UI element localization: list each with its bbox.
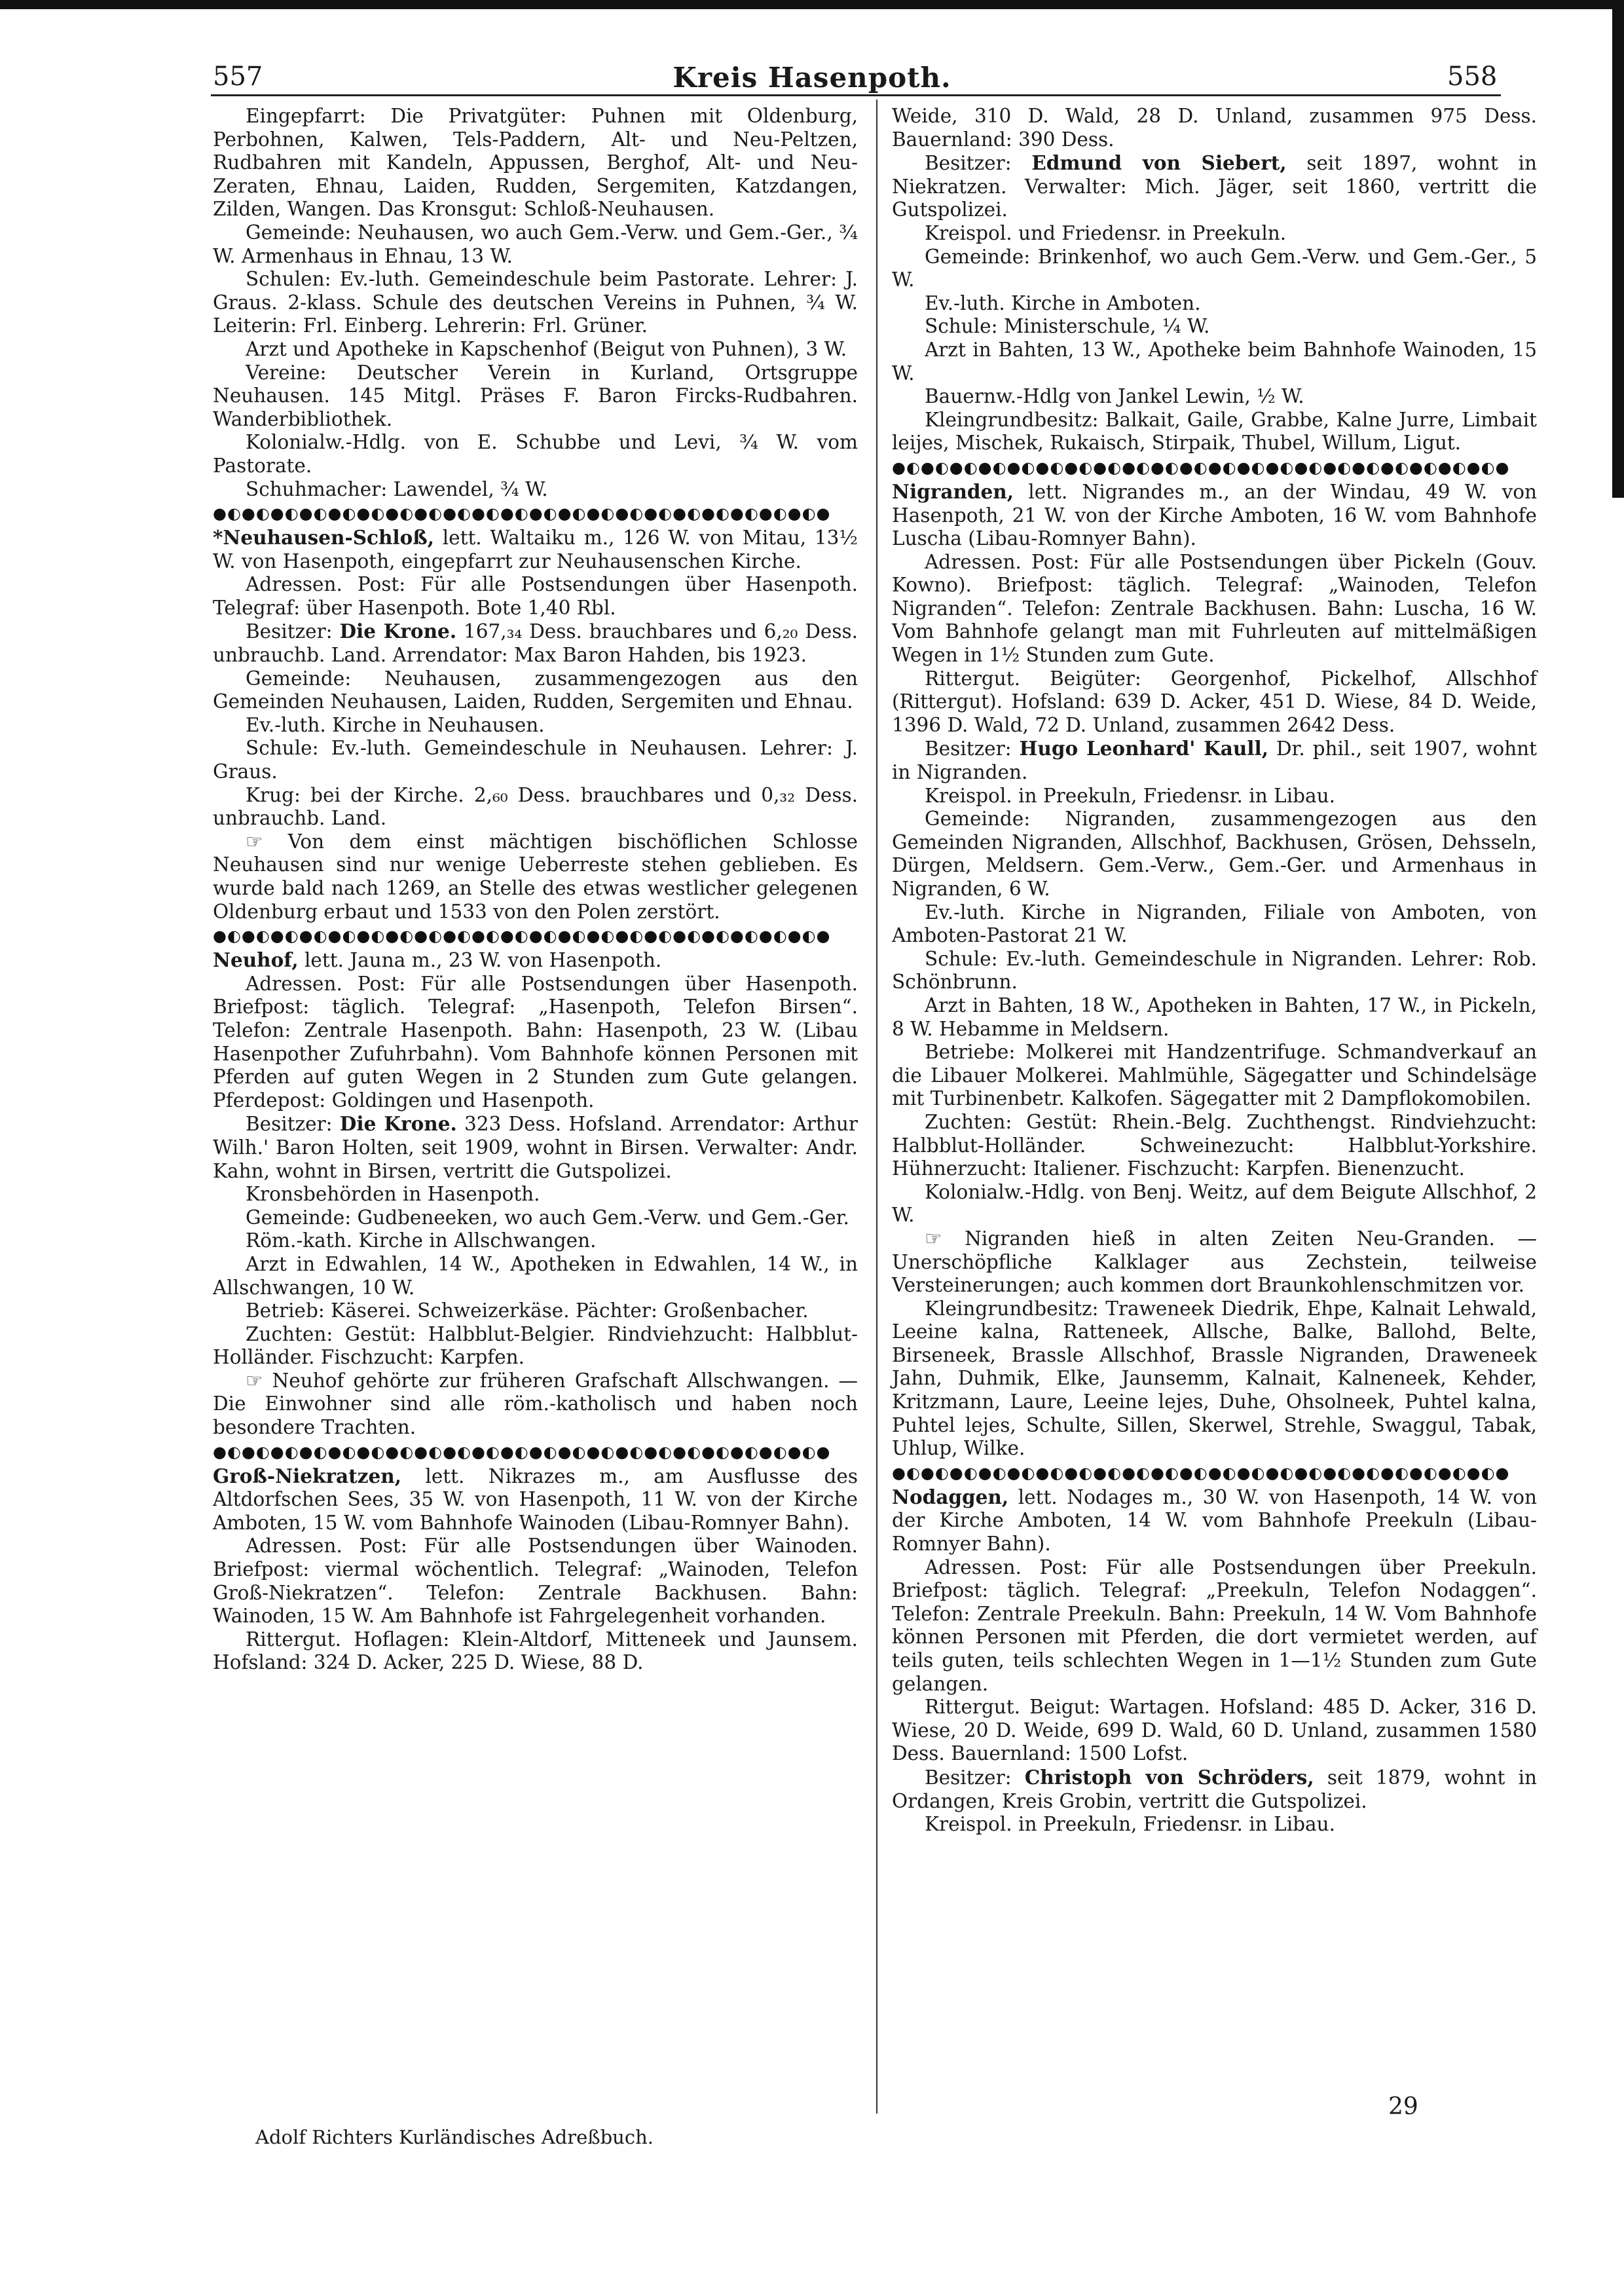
owner-paragraph (892, 737, 1537, 784)
owner-paragraph (213, 620, 858, 667)
paragraph: Gemeinde: Gudbeneeken, wo auch Gem.-Verw. und Gem.-Ger. (246, 1206, 849, 1229)
paragraph: Kleingrundbesitz: Balkait, Gaile, Grabbe, Kalne Jurre, Limbait leijes, Mischek, Rukaisch, Stirpaik, Thubel, Willum, Ligut. (892, 408, 1537, 455)
paragraph: Rittergut. Hoflagen: Klein-Altdorf, Mitteneek und Jaunsem. Hofsland: 324 D. Acker, 225 D. Wiese, 88 D. (213, 1628, 858, 1674)
estate-name: Neuhof, (213, 948, 299, 972)
paragraph: Kreispol. in Preekuln, Friedensr. in Libau. (925, 1813, 1335, 1836)
paragraph: Betrieb: Käserei. Schweizerkäse. Pächter: Großenbacher. (246, 1299, 809, 1322)
paragraph: Arzt in Bahten, 18 W., Apotheken in Bahten, 17 W., in Pickeln, 8 W. Hebamme in Meldsern. (892, 994, 1537, 1040)
owner-label: Besitzer: (246, 620, 340, 643)
paragraph: Kreispol. und Friedensr. in Preekuln. (925, 221, 1287, 244)
right-column (892, 105, 1537, 1837)
ornament-separator: ●◐●◐●◐●◐●◐●◐●◐●◐●◐●◐●◐●◐●◐●◐●◐●◐●◐●◐●◐●◐●◐● (892, 458, 1510, 477)
page-number-left: 557 (213, 62, 263, 92)
estate-name: Nigranden, (892, 479, 1014, 503)
paragraph: Bauernw.-Hdlg von Jankel Lewin, ½ W. (925, 385, 1304, 408)
running-title: Kreis Hasenpoth. (673, 62, 951, 94)
paragraph: Eingepfarrt: Die Privatgüter: Puhnen mit Oldenburg, Perbohnen, Kalwen, Tels-Paddern, Alt- und Neu-Peltzen, Rudbahren mit Kandeln, Appussen, Berghof, Alt- und Neu-Zeraten, Ehnau, Laiden, Rudden, Sergemiten, Katzdangen, Zilden, Wangen. Das Kronsgut: Schloß-Neuhausen. (213, 105, 858, 221)
paragraph: Arzt in Edwahlen, 14 W., Apotheken in Edwahlen, 14 W., in Allschwangen, 10 W. (213, 1252, 858, 1299)
entry-heading (892, 1485, 1537, 1556)
paragraph: Vereine: Deutscher Verein in Kurland, Ortsgruppe Neuhausen. 145 Mitgl. Präses F. Baron Fircks-Rudbahren. Wanderbibliothek. (213, 361, 858, 430)
paragraph: Kolonialw.-Hdlg. von Benj. Weitz, auf dem Beigute Allschhof, 2 W. (892, 1180, 1537, 1227)
owner-paragraph (892, 151, 1537, 222)
owner-name: Die Krone. (339, 620, 457, 643)
owner-details: 167,₃₄ Dess. brauchbares und 6,₂₀ Dess. unbrauchb. Land. Arrendator: Max Baron Hahden, bis 1923. (213, 620, 858, 667)
paragraph: Ev.-luth. Kirche in Nigranden, Filiale von Amboten, von Amboten-Pastorat 21 W. (892, 901, 1537, 947)
paragraph: Kronsbehörden in Hasenpoth. (246, 1183, 540, 1206)
history-note: ☞ Neuhof gehörte zur früheren Grafschaft Allschwangen. — Die Einwohner sind alle röm.-katholisch und haben noch besondere Trachten. (213, 1369, 858, 1439)
paragraph: Gemeinde: Brinkenhof, wo auch Gem.-Verw. und Gem.-Ger., 5 W. (892, 245, 1537, 291)
owner-details: Dr. phil., seit 1907, wohnt in Nigranden. (892, 737, 1537, 784)
owner-name: Christoph von Schröders, (1024, 1765, 1314, 1789)
paragraph: Weide, 310 D. Wald, 28 D. Unland, zusammen 975 Dess. Bauernland: 390 Dess. (892, 105, 1537, 151)
paragraph: Schulen: Ev.-luth. Gemeindeschule beim Pastorate. Lehrer: J. Graus. 2-klass. Schule des deutschen Vereins in Puhnen, ¾ W. Leiterin: Frl. Einberg. Lehrerin: Frl. Grüner. (213, 268, 858, 337)
ornament-separator: ●◐●◐●◐●◐●◐●◐●◐●◐●◐●◐●◐●◐●◐●◐●◐●◐●◐●◐●◐●◐●◐● (213, 504, 831, 523)
paragraph: Betriebe: Molkerei mit Handzentrifuge. Schmandverkauf an die Libauer Molkerei. Mahlmühle, Sägegatter und Schindelsäge mit Turbinenbetr. Kalkofen. Sägegatter mit 2 Dampflokomobilen. (892, 1041, 1537, 1110)
estate-description: lett. Nikrazes m., am Ausflusse des Altdorfschen Sees, 35 W. von Hasenpoth, 11 W. von der Kirche Amboten, 15 W. vom Bahnhofe Wainoden (Libau-Romnyer Bahn). (213, 1465, 858, 1534)
paragraph: Adressen. Post: Für alle Postsendungen über Hasenpoth. Briefpost: täglich. Telegraf: „Hasenpoth, Telefon Birsen“. Telefon: Zentrale Hasenpoth. Bahn: Hasenpoth, 23 W. (Libau Hasenpother Zufuhrbahn). Vom Bahnhofe können Personen mit Pferden auf guten Wegen in 2 Stunden zum Gute gelangen. Pferdepost: Goldingen und Hasenpoth. (213, 972, 858, 1111)
entry-heading (213, 948, 858, 973)
paragraph: Adressen. Post: Für alle Postsendungen über Preekuln. Briefpost: täglich. Telegraf: „Preekuln, Telefon Nodaggen“. Telefon: Zentrale Preekuln. Bahn: Preekuln, 14 W. Vom Bahnhofe können Personen mit Pferden, die dort vermietet werden, auf teils guten, teils schlechten Wegen in 1—1½ Stunden zum Gute gelangen. (892, 1556, 1537, 1695)
top-edge-bar (0, 0, 1624, 9)
paragraph: Zuchten: Gestüt: Halbblut-Belgier. Rindviehzucht: Halbblut-Holländer. Fischzucht: Karpfen. (213, 1322, 858, 1369)
header-rule (211, 94, 1501, 96)
owner-details: 323 Dess. Hofsland. Arrendator: Arthur Wilh.' Baron Holten, seit 1909, wohnt in Birsen. Verwalter: Andr. Kahn, wohnt in Birsen, vertritt die Gutspolizei. (213, 1113, 858, 1182)
estate-name: Groß-Niekratzen, (213, 1464, 401, 1487)
paragraph: Krug: bei der Kirche. 2,₆₀ Dess. brauchbares und 0,₃₂ Dess. unbrauchb. Land. (213, 783, 858, 830)
paragraph: Schule: Ev.-luth. Gemeindeschule in Neuhausen. Lehrer: J. Graus. (213, 737, 858, 783)
entry-heading (213, 526, 858, 573)
owner-label: Besitzer: (925, 152, 1032, 175)
paragraph: Gemeinde: Nigranden, zusammengezogen aus den Gemeinden Nigranden, Allschhof, Backhusen, Grösen, Dehsseln, Dürgen, Meldsern. Gem.-Verw., Gem.-Ger. und Armenhaus in Nigranden, 6 W. (892, 808, 1537, 900)
estate-name: *Neuhausen-Schloß, (213, 526, 434, 550)
sheet-signature: 29 (1388, 2093, 1418, 2120)
paragraph: Adressen. Post: Für alle Postsendungen über Pickeln (Gouv. Kowno). Briefpost: täglich. Telegraf: „Wainoden, Telefon Nigranden“. Telefon: Zentrale Backhusen. Bahn: Luscha, 16 W. Vom Bahnhofe gelangt man mit Fuhrleuten auf mittelmäßigen Wegen in 1½ Stunden zum Gute. (892, 550, 1537, 667)
owner-label: Besitzer: (925, 737, 1020, 760)
owner-name: Hugo Leonhard' Kaull, (1019, 737, 1268, 760)
paragraph: Zuchten: Gestüt: Rhein.-Belg. Zuchthengst. Rindviehzucht: Halbblut-Holländer. Schweinezucht: Halbblut-Yorkshire. Hühnerzucht: Italiener. Fischzucht: Karpfen. Bienenzucht. (892, 1110, 1537, 1180)
owner-name: Edmund von Siebert, (1031, 151, 1287, 175)
estate-name: Nodaggen, (892, 1485, 1009, 1508)
paragraph: Arzt und Apotheke in Kapschenhof (Beigut von Puhnen), 3 W. (246, 337, 847, 360)
paragraph: Arzt in Bahten, 13 W., Apotheke beim Bahnhofe Wainoden, 15 W. (892, 338, 1537, 384)
paragraph: Ev.-luth. Kirche in Amboten. (925, 291, 1201, 314)
owner-label: Besitzer: (925, 1766, 1025, 1789)
paragraph: Adressen. Post: Für alle Postsendungen über Wainoden. Briefpost: viermal wöchentlich. Telegraf: „Wainoden, Telefon Groß-Niekratzen“. Telefon: Zentrale Backhusen. Bahn: Wainoden, 15 W. Am Bahnhofe ist Fahrgelegenheit vorhanden. (213, 1535, 858, 1628)
owner-paragraph (213, 1112, 858, 1183)
footer-imprint: Adolf Richters Kurländisches Adreßbuch. (255, 2126, 654, 2148)
estate-description: lett. Nodages m., 30 W. von Hasenpoth, 14 W. von der Kirche Amboten, 14 W. vom Bahnhofe Preekuln (Libau-Romnyer Bahn). (892, 1485, 1537, 1556)
paragraph: Röm.-kath. Kirche in Allschwangen. (246, 1229, 597, 1252)
paragraph: Schuhmacher: Lawendel, ¾ W. (246, 477, 548, 500)
entry-heading (892, 480, 1537, 551)
ornament-separator: ●◐●◐●◐●◐●◐●◐●◐●◐●◐●◐●◐●◐●◐●◐●◐●◐●◐●◐●◐●◐●◐● (892, 1463, 1510, 1482)
paragraph: Kreispol. in Preekuln, Friedensr. in Libau. (925, 784, 1335, 807)
paragraph: Rittergut. Beigüter: Georgenhof, Pickelhof, Allschhof (Rittergut). Hofsland: 639 D. Acker, 451 D. Wiese, 84 D. Weide, 1396 D. Wald, 72 D. Unland, zusammen 2642 Dess. (892, 667, 1537, 736)
owner-details: seit 1879, wohnt in Ordangen, Kreis Grobin, vertritt die Gutspolizei. (892, 1766, 1538, 1812)
paragraph: Ev.-luth. Kirche in Neuhausen. (246, 713, 545, 736)
owner-details: seit 1897, wohnt in Niekratzen. Verwalter: Mich. Jäger, seit 1860, vertritt die Gutspolizei. (892, 152, 1537, 221)
owner-paragraph (892, 1766, 1537, 1813)
paragraph: Schule: Ministerschule, ¼ W. (925, 315, 1210, 338)
entry-heading (213, 1465, 858, 1535)
history-note: ☞ Von dem einst mächtigen bischöflichen Schlosse Neuhausen sind nur wenige Ueberreste stehen geblieben. Es wurde bald nach 1269, an Stelle des etwas westlicher gelegenen Oldenburg erbaut und 1533 von den Polen zerstört. (213, 830, 858, 923)
page-number-right: 558 (1447, 62, 1498, 92)
paragraph: Gemeinde: Neuhausen, zusammengezogen aus den Gemeinden Neuhausen, Laiden, Rudden, Sergemiten und Ehnau. (213, 667, 858, 713)
owner-label: Besitzer: (246, 1113, 340, 1136)
paragraph: Adressen. Post: Für alle Postsendungen über Hasenpoth. Telegraf: über Hasenpoth. Bote 1,40 Rbl. (213, 573, 858, 619)
ornament-separator: ●◐●◐●◐●◐●◐●◐●◐●◐●◐●◐●◐●◐●◐●◐●◐●◐●◐●◐●◐●◐●◐● (213, 1442, 831, 1461)
estate-description: lett. Nigrandes m., an der Windau, 49 W. von Hasenpoth, 21 W. von der Kirche Amboten, 16 W. vom Bahnhofe Luscha (Libau-Romnyer Bahn). (892, 480, 1537, 550)
paragraph: Kolonialw.-Hdlg. von E. Schubbe und Levi, ¾ W. vom Pastorate. (213, 431, 858, 477)
owner-name: Die Krone. (339, 1112, 457, 1136)
history-note: ☞ Nigranden hieß in alten Zeiten Neu-Granden. — Unerschöpfliche Kalklager aus Zechstein, teilweise Versteinerungen; auch kommen dort Braunkohlenschmitzen vor. (892, 1227, 1537, 1297)
ornament-separator: ●◐●◐●◐●◐●◐●◐●◐●◐●◐●◐●◐●◐●◐●◐●◐●◐●◐●◐●◐●◐●◐● (213, 927, 831, 946)
column-divider (876, 100, 877, 2114)
left-column (213, 105, 858, 1675)
estate-description: lett. Jauna m., 23 W. von Hasenpoth. (298, 949, 662, 972)
estate-description: lett. Waltaiku m., 126 W. von Mitau, 13½ W. von Hasenpoth, eingepfarrt zur Neuhausenschen Kirche. (213, 527, 858, 572)
paragraph: Kleingrundbesitz: Traweneek Diedrik, Ehpe, Kalnait Lehwald, Leeine kalna, Ratteneek, Allsche, Balke, Ballohd, Belte, Birseneek, Brassle Allschhof, Brassle Nigranden, Draweneek Jahn, Duhmik, Elke, Jaunsemm, Kalnait, Kalneneek, Kehder, Kritzmann, Laure, Leeine lejes, Duhe, Ohsolneek, Puhtel kalna, Puhtel lejes, Schulte, Sillen, Skerwel, Strehle, Swaggul, Tabak, Uhlup, Wilke. (892, 1297, 1537, 1460)
paragraph: Schule: Ev.-luth. Gemeindeschule in Nigranden. Lehrer: Rob. Schönbrunn. (892, 947, 1537, 994)
paragraph: Gemeinde: Neuhausen, wo auch Gem.-Verw. und Gem.-Ger., ¾ W. Armenhaus in Ehnau, 13 W. (213, 221, 858, 267)
paragraph: Rittergut. Beigut: Wartagen. Hofsland: 485 D. Acker, 316 D. Wiese, 20 D. Weide, 699 D. Wald, 60 D. Unland, zusammen 1580 Dess. Bauernland: 1500 Lofst. (892, 1696, 1537, 1765)
